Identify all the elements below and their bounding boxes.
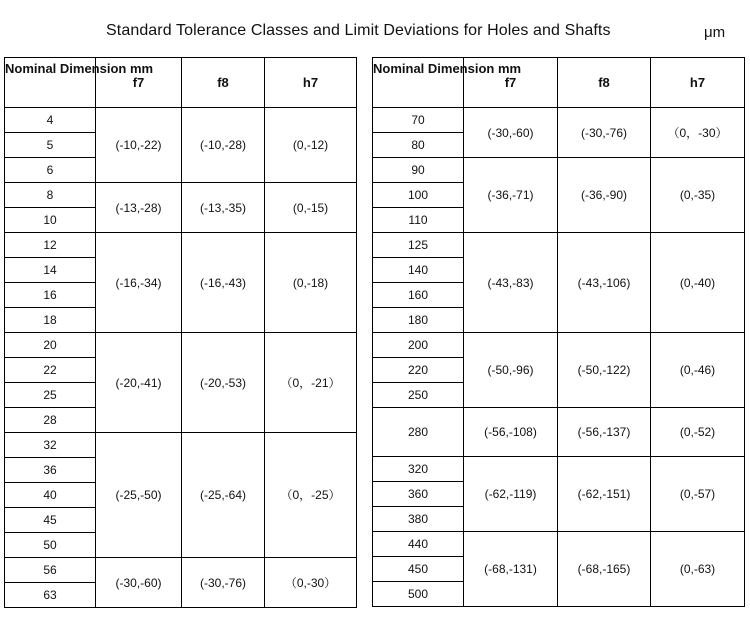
h7-cell: (0,-52) xyxy=(651,408,745,457)
nominal-cell: 250 xyxy=(373,383,464,408)
table-row xyxy=(5,433,357,458)
header-f8: f8 xyxy=(558,58,651,108)
nominal-cell: 360 xyxy=(373,482,464,507)
nominal-cell: 180 xyxy=(373,308,464,333)
nominal-cell: 220 xyxy=(373,358,464,383)
nominal-cell: 6 xyxy=(5,158,96,183)
nominal-cell: 160 xyxy=(373,283,464,308)
nominal-cell: 380 xyxy=(373,507,464,532)
table-row xyxy=(373,158,745,183)
nominal-cell: 63 xyxy=(5,583,96,608)
f7-cell: (-30,-60) xyxy=(464,108,558,158)
table-row xyxy=(5,108,357,133)
h7-cell: (0,-18) xyxy=(265,233,357,333)
nominal-cell: 36 xyxy=(5,458,96,483)
table-row xyxy=(373,457,745,482)
f8-cell: (-68,-165) xyxy=(558,532,651,607)
unit-label: μm xyxy=(704,24,726,41)
nominal-cell: 20 xyxy=(5,333,96,358)
nominal-cell: 32 xyxy=(5,433,96,458)
f7-cell: (-50,-96) xyxy=(464,333,558,408)
h7-cell: (0,-35) xyxy=(651,158,745,233)
nominal-cell: 320 xyxy=(373,457,464,482)
nominal-cell: 70 xyxy=(373,108,464,133)
h7-cell: (0,-15) xyxy=(265,183,357,233)
nominal-cell: 10 xyxy=(5,208,96,233)
f7-cell: (-20,-41) xyxy=(96,333,182,433)
table-row xyxy=(373,233,745,258)
nominal-cell: 280 xyxy=(373,408,464,457)
h7-cell: (0,-63) xyxy=(651,532,745,607)
f7-cell: (-36,-71) xyxy=(464,158,558,233)
table-row xyxy=(373,532,745,557)
f7-cell: (-43,-83) xyxy=(464,233,558,333)
f8-cell: (-16,-43) xyxy=(182,233,265,333)
f8-cell: (-25,-64) xyxy=(182,433,265,558)
h7-cell: (0,-57) xyxy=(651,457,745,532)
table-row xyxy=(5,558,357,583)
h7-cell: (0,-12) xyxy=(265,108,357,183)
f7-cell: (-56,-108) xyxy=(464,408,558,457)
nominal-cell: 28 xyxy=(5,408,96,433)
header-nominal: Nominal Dimension mm xyxy=(5,58,96,108)
header-row xyxy=(373,58,745,108)
nominal-cell: 40 xyxy=(5,483,96,508)
nominal-cell: 8 xyxy=(5,183,96,208)
f7-cell: (-62,-119) xyxy=(464,457,558,532)
tolerance-table-left xyxy=(4,57,357,608)
nominal-cell: 80 xyxy=(373,133,464,158)
f8-cell: (-43,-106) xyxy=(558,233,651,333)
table-row xyxy=(5,233,357,258)
f8-cell: (-20,-53) xyxy=(182,333,265,433)
nominal-cell: 450 xyxy=(373,557,464,582)
nominal-cell: 16 xyxy=(5,283,96,308)
header-nominal: Nominal Dimension mm xyxy=(373,58,464,108)
nominal-cell: 14 xyxy=(5,258,96,283)
nominal-cell: 50 xyxy=(5,533,96,558)
h7-cell: (0,-40) xyxy=(651,233,745,333)
nominal-cell: 5 xyxy=(5,133,96,158)
nominal-cell: 500 xyxy=(373,582,464,607)
nominal-cell: 200 xyxy=(373,333,464,358)
nominal-cell: 45 xyxy=(5,508,96,533)
h7-cell: (0,-46) xyxy=(651,333,745,408)
nominal-cell: 56 xyxy=(5,558,96,583)
f7-cell: (-68,-131) xyxy=(464,532,558,607)
f7-cell: (-13,-28) xyxy=(96,183,182,233)
table-row xyxy=(373,333,745,358)
nominal-cell: 100 xyxy=(373,183,464,208)
h7-cell: （0，-25） xyxy=(265,433,357,558)
table-row xyxy=(5,183,357,208)
f7-cell: (-30,-60) xyxy=(96,558,182,608)
nominal-cell: 440 xyxy=(373,532,464,557)
nominal-cell: 125 xyxy=(373,233,464,258)
nominal-cell: 25 xyxy=(5,383,96,408)
f8-cell: (-30,-76) xyxy=(558,108,651,158)
nominal-cell: 140 xyxy=(373,258,464,283)
f8-cell: (-50,-122) xyxy=(558,333,651,408)
f8-cell: (-30,-76) xyxy=(182,558,265,608)
table-row xyxy=(5,333,357,358)
f7-cell: (-25,-50) xyxy=(96,433,182,558)
nominal-cell: 18 xyxy=(5,308,96,333)
nominal-cell: 110 xyxy=(373,208,464,233)
f8-cell: (-62,-151) xyxy=(558,457,651,532)
f8-cell: (-10,-28) xyxy=(182,108,265,183)
header-h7: h7 xyxy=(265,58,357,108)
h7-cell: （0，-21） xyxy=(265,333,357,433)
f8-cell: (-56,-137) xyxy=(558,408,651,457)
h7-cell: （0，-30） xyxy=(651,108,745,158)
f8-cell: (-36,-90) xyxy=(558,158,651,233)
header-f7: f7 xyxy=(464,58,558,108)
table-row xyxy=(373,108,745,133)
header-f8: f8 xyxy=(182,58,265,108)
header-h7: h7 xyxy=(651,58,745,108)
nominal-cell: 4 xyxy=(5,108,96,133)
nominal-cell: 90 xyxy=(373,158,464,183)
f7-cell: (-10,-22) xyxy=(96,108,182,183)
table-row xyxy=(373,408,745,457)
nominal-cell: 12 xyxy=(5,233,96,258)
tolerance-table-right xyxy=(372,57,745,607)
header-f7: f7 xyxy=(96,58,182,108)
nominal-cell: 22 xyxy=(5,358,96,383)
f8-cell: (-13,-35) xyxy=(182,183,265,233)
page-title: Standard Tolerance Classes and Limit Deviations for Holes and Shafts xyxy=(106,22,611,39)
f7-cell: (-16,-34) xyxy=(96,233,182,333)
header-row xyxy=(5,58,357,108)
h7-cell: （0,-30） xyxy=(265,558,357,608)
